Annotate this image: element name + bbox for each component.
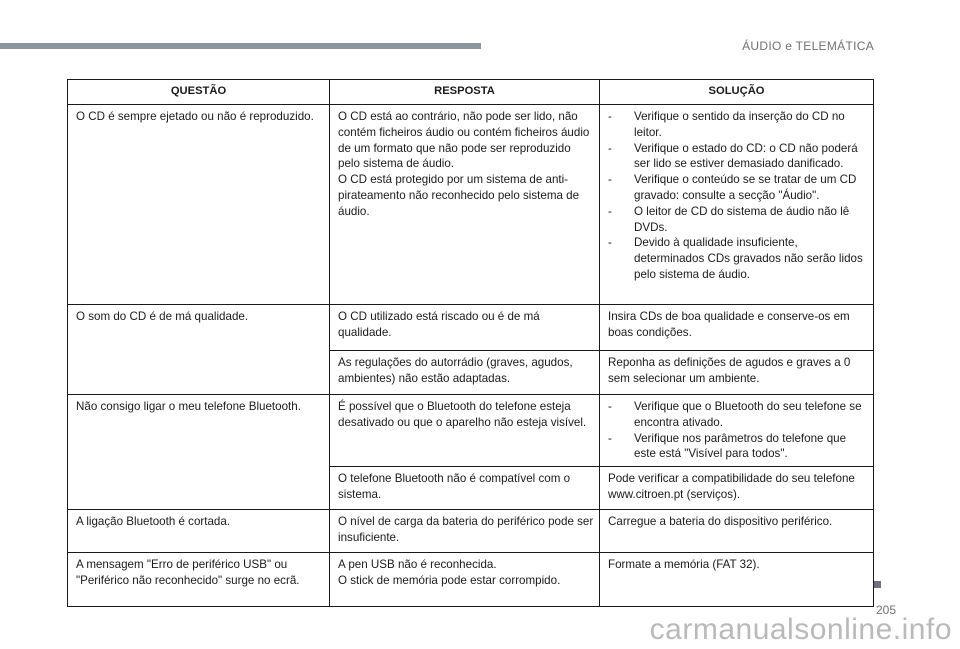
- solution-cell: [600, 105, 874, 305]
- solution-cell: Formate a memória (FAT 32).: [600, 553, 874, 607]
- header-answer: RESPOSTA: [330, 80, 600, 105]
- question-cell: A ligação Bluetooth é cortada.: [68, 510, 330, 553]
- solution-item: - Verifique nos parâmetros do telefone que este está "Visível para todos".: [608, 431, 868, 463]
- section-title: ÁUDIO e TELEMÁTICA: [742, 39, 874, 53]
- header-solution: SOLUÇÃO: [600, 80, 874, 105]
- answer-cell: As regulações do autorrádio (graves, agudos, ambientes) não estão adaptadas.: [330, 351, 600, 395]
- solution-cell: Reponha as definições de agudos e graves a 0 sem selecionar um ambiente.: [600, 351, 874, 395]
- solution-item: - Verifique que o Bluetooth do seu telefone se encontra ativado.: [608, 399, 868, 431]
- answer-cell: A pen USB não é reconhecida. O stick de memória pode estar corrompido.: [330, 553, 600, 607]
- question-cell: O som do CD é de má qualidade.: [68, 305, 330, 395]
- table-row: [68, 553, 874, 607]
- answer-cell: O telefone Bluetooth não é compatível com o sistema.: [330, 467, 600, 510]
- table-header-row: [68, 80, 874, 105]
- solution-item: - Verifique o estado do CD: o CD não poderá ser lido se estiver demasiado danificado.: [608, 141, 868, 173]
- page-number: 205: [875, 603, 896, 617]
- table-row: [68, 305, 874, 351]
- solution-cell: Pode verificar a compatibilidade do seu telefone www.citroen.pt (serviços).: [600, 467, 874, 510]
- solution-item: - O leitor de CD do sistema de áudio não lê DVDs.: [608, 204, 868, 236]
- solution-cell: Insira CDs de boa qualidade e conserve-os em boas condições.: [600, 305, 874, 351]
- table-row: [68, 510, 874, 553]
- question-cell: A mensagem "Erro de periférico USB" ou "Periférico não reconhecido" surge no ecrã.: [68, 553, 330, 607]
- solution-item: - Devido à qualidade insuficiente, determinados CDs gravados não serão lidos pelo sistema de áudio.: [608, 235, 868, 282]
- watermark: carmanualsonline.info: [649, 613, 952, 646]
- answer-cell: É possível que o Bluetooth do telefone esteja desativado ou que o aparelho não esteja visível.: [330, 395, 600, 467]
- troubleshooting-table: [67, 79, 874, 607]
- solution-cell: [600, 395, 874, 467]
- table-row: [68, 105, 874, 305]
- answer-cell: O CD está ao contrário, não pode ser lido, não contém ficheiros áudio ou contém ficheiros áudio de um formato que não pode ser reproduzido pelo sistema de áudio. O CD está protegido por um sistema de anti-pirateamento não reconhecido pelo sistema de áudio.: [330, 105, 600, 305]
- answer-cell: O CD utilizado está riscado ou é de má qualidade.: [330, 305, 600, 351]
- question-cell: O CD é sempre ejetado ou não é reproduzido.: [68, 105, 330, 305]
- header-accent-bar: [0, 43, 481, 49]
- solution-item: - Verifique o sentido da inserção do CD no leitor.: [608, 109, 868, 141]
- solution-item: - Verifique o conteúdo se se tratar de um CD gravado: consulte a secção "Áudio".: [608, 172, 868, 204]
- question-cell: Não consigo ligar o meu telefone Bluetooth.: [68, 395, 330, 510]
- solution-cell: Carregue a bateria do dispositivo periférico.: [600, 510, 874, 553]
- header-question: QUESTÃO: [68, 80, 330, 105]
- table-row: [68, 395, 874, 467]
- answer-cell: O nível de carga da bateria do periférico pode ser insuficiente.: [330, 510, 600, 553]
- page-marker-square: [874, 581, 881, 588]
